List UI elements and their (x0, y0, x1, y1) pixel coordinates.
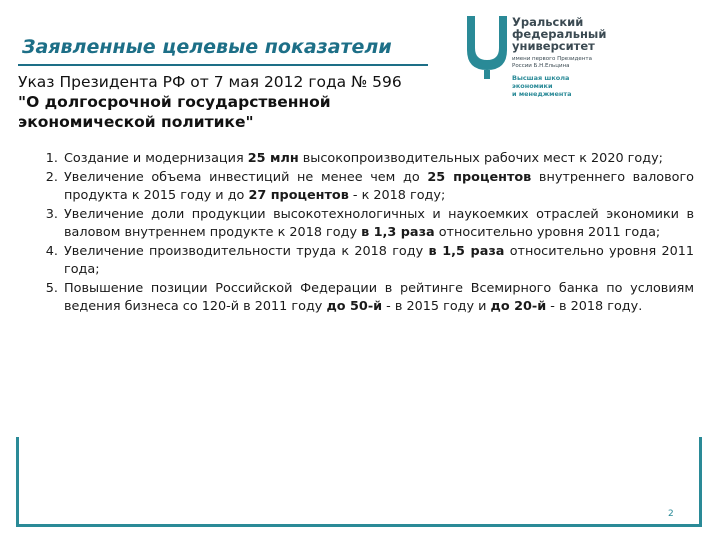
frame-right-border (699, 437, 702, 527)
logo-title-line: университет (512, 39, 595, 53)
logo-school-line: экономики (512, 82, 553, 90)
goal-item: 3. Увеличение доли продукции высокотехнологичных и наукоемких отраслей экономики в валовом внутреннем продукте к 2018 году в 1,3 раза относительно уровня 2011 года; (62, 206, 694, 243)
frame-bottom-border (16, 524, 702, 527)
frame-left-border (16, 437, 19, 527)
page-number: 2 (668, 509, 674, 519)
goals-list (36, 150, 694, 317)
title-underline (18, 64, 428, 66)
goal-item: 2. Увеличение объема инвестиций не менее чем до 25 процентов внутреннего валового продукта к 2015 году и до 27 процентов - к 2018 году; (62, 169, 694, 206)
urfu-logo (466, 14, 626, 104)
goal-item: 5. Повышение позиции Российской Федерации в рейтинге Всемирного банка по условиям ведения бизнеса со 120-й в 2011 году до 50-й - в 2015 году и до 20-й - в 2018 году. (62, 280, 694, 317)
slide-title: Заявленные целевые показатели (22, 36, 392, 58)
logo-school-line: Высшая школа (512, 74, 570, 82)
goal-item: 4. Увеличение производительности труда к 2018 году в 1,5 раза относительно уровня 2011 года; (62, 243, 694, 280)
logo-title-line: Уральский (512, 15, 584, 29)
logo-sub-line: России Б.Н.Ельцина (512, 63, 570, 69)
logo-school-line: и менеджмента (512, 90, 572, 98)
logo-named-after (512, 56, 612, 70)
decree-line: Указ Президента РФ от 7 мая 2012 года № 596 (18, 73, 402, 91)
logo-sub-line: имени первого Президента (512, 56, 592, 62)
logo-school-name (512, 74, 612, 98)
urfu-emblem-icon (466, 14, 508, 80)
logo-title-line: федеральный (512, 27, 607, 41)
decree-reference (18, 72, 438, 132)
goal-item: 1. Создание и модернизация 25 млн высокопроизводительных рабочих мест к 2020 году; (62, 150, 694, 169)
decree-title: "О долгосрочной государственной экономической политике" (18, 93, 331, 131)
logo-university-name (512, 16, 622, 52)
